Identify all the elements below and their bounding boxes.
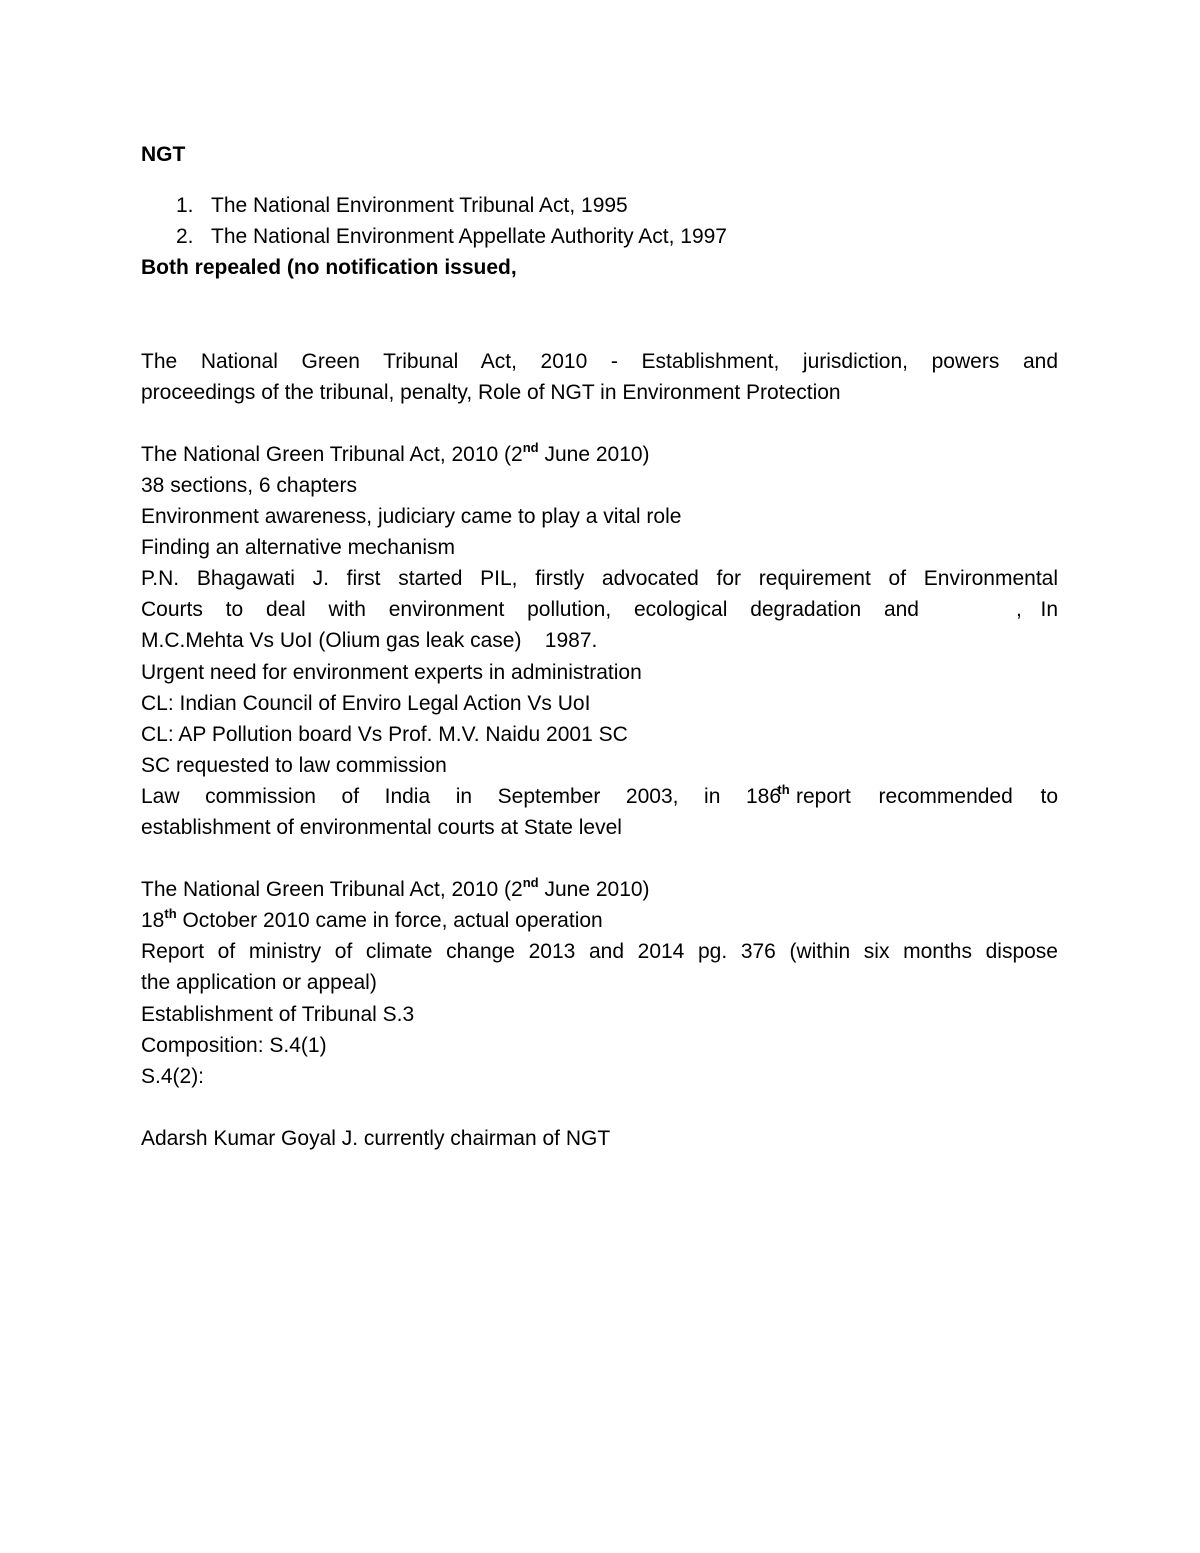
note-line: S.4(2): xyxy=(141,1064,205,1088)
list-number: 1. xyxy=(176,194,194,218)
act-title-date: June 2010) xyxy=(538,878,650,902)
repealed-note: Both repealed (no notification issued, xyxy=(141,256,517,280)
note-line: CL: Indian Council of Enviro Legal Action Vs UoI xyxy=(141,691,591,715)
report-line-2: the application or appeal) xyxy=(141,971,377,995)
note-line: SC requested to law commission xyxy=(141,753,447,777)
spacer xyxy=(141,314,1058,345)
spacer xyxy=(141,408,1058,439)
list-text: The National Environment Appellate Authority Act, 1997 xyxy=(211,225,727,249)
superscript: nd xyxy=(522,439,539,455)
list-item xyxy=(141,221,1058,252)
superscript: th xyxy=(164,906,177,922)
intro-line-1: The National Green Tribunal Act, 2010 - Establishment, jurisdiction, powers and xyxy=(141,349,1058,373)
superscript: th xyxy=(777,781,790,797)
spacer xyxy=(141,283,1058,314)
superscript: nd xyxy=(522,875,539,891)
lc-sup-wrap xyxy=(777,781,789,812)
note-line: Composition: S.4(1) xyxy=(141,1033,327,1057)
lc-post: report recommended to xyxy=(796,784,1058,808)
repealed-acts-list xyxy=(141,190,1058,252)
chairman-line: Adarsh Kumar Goyal J. currently chairman of NGT xyxy=(141,1126,611,1150)
note-line: Urgent need for environment experts in administration xyxy=(141,660,642,684)
act-title xyxy=(141,874,1058,905)
pil-line-2-end: , In xyxy=(1016,598,1058,622)
in-force-line xyxy=(141,905,1058,936)
document-body xyxy=(141,139,1058,1154)
act-title-date: June 2010) xyxy=(538,442,650,466)
report-line-1: Report of ministry of climate change 2013 and 2014 pg. 376 (within six months dispose xyxy=(141,940,1058,964)
pil-line-3: M.C.Mehta Vs UoI (Olium gas leak case) 1987. xyxy=(141,629,598,653)
spacer xyxy=(141,1092,1058,1123)
note-line: Environment awareness, judiciary came to play a vital role xyxy=(141,505,682,529)
law-commission-line-1 xyxy=(141,781,1058,812)
pil-line-2 xyxy=(141,594,1058,625)
note-line: CL: AP Pollution board Vs Prof. M.V. Naidu 2001 SC xyxy=(141,722,628,746)
pil-line-2-text: Courts to deal with environment pollution, ecological degradation and xyxy=(141,598,919,622)
act-title-text: The National Green Tribunal Act, 2010 (2 xyxy=(141,442,523,466)
act-title-text: The National Green Tribunal Act, 2010 (2 xyxy=(141,878,523,902)
heading: NGT xyxy=(141,143,186,166)
spacer xyxy=(141,170,1058,190)
list-text: The National Environment Tribunal Act, 1995 xyxy=(211,194,628,218)
list-item xyxy=(141,190,1058,221)
pil-line-1: P.N. Bhagawati J. first started PIL, firstly advocated for requirement of Environmental xyxy=(141,567,1058,591)
spacer xyxy=(141,843,1058,874)
list-number: 2. xyxy=(176,225,194,249)
note-line: Establishment of Tribunal S.3 xyxy=(141,1002,415,1026)
law-commission-line-2: establishment of environmental courts at State level xyxy=(141,815,622,839)
intro-line-2: proceedings of the tribunal, penalty, Role of NGT in Environment Protection xyxy=(141,380,841,404)
lc-pre: Law commission of India in September 2003, in 186 xyxy=(141,784,781,808)
note-line: Finding an alternative mechanism xyxy=(141,536,455,560)
in-force-day: 18 xyxy=(141,909,165,933)
in-force-text: October 2010 came in force, actual operation xyxy=(176,909,603,933)
lc-text xyxy=(141,781,781,812)
act-title xyxy=(141,439,1058,470)
note-line: 38 sections, 6 chapters xyxy=(141,473,357,497)
